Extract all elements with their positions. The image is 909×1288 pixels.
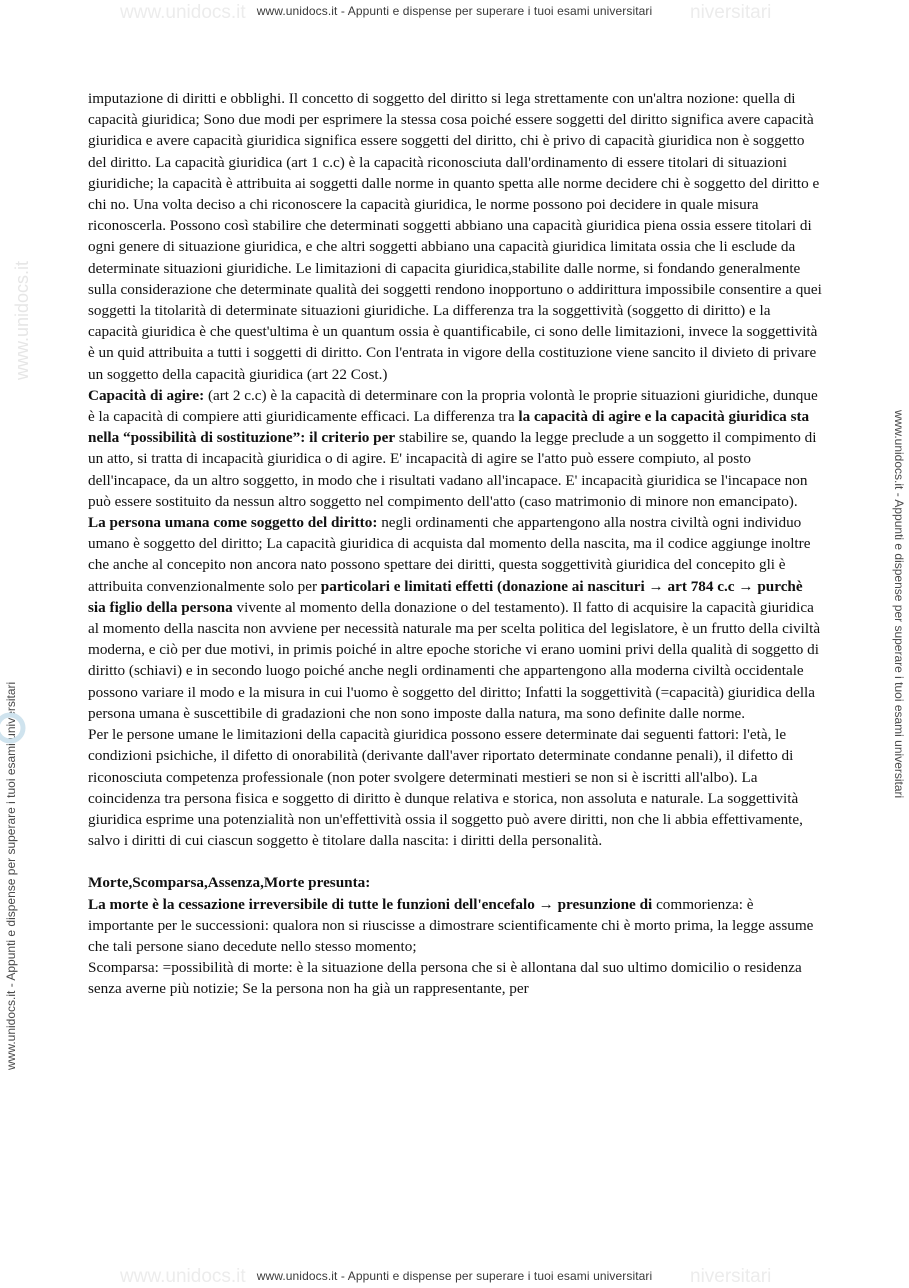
text-span: stabilire se, quando la legge preclude a un soggetto il compimento di un atto, si tratta di incapacità giuridica o di agire. E' incapacità di agire se l'atto può essere compiuto, al posto dell'incapace, da un altro soggetto, in modo che i risultati vadano all'incapace. E' incapacità giuridica se l'incapace non può essere sostituito da nessun altro soggetto nel compimento dell'atto (caso matrimonio di minore non emancipato). <box>88 429 817 510</box>
bold-span: la capacità di agire e la capacità giuridica sta nella “possibilità di sostituzione”: il criterio per <box>88 408 810 447</box>
paragraph-limitazioni: Per le persone umane le limitazioni della capacità giuridica possono essere determinate dai seguenti fattori: l'età, le condizioni psichiche, il difetto di onorabilità (derivante dall'aver riportato determinate condanne penali), il difetto di riconosciuta competenza professionale (non poter svolgere determinati mestieri se non si è iscritti all'albo). La coincidenza tra persona fisica e soggetto di diritto è dunque relativa e storica, non assoluta e naturale. La soggettività giuridica esprime una potenzialità non un'effettività ossia il soggetto può avere diritti, non che li abbia effettivamente, salvo i diritti di cui ciascun soggetto è titolare dalla nascita: i diritti della personalità. <box>88 726 803 850</box>
watermark-ghost-right-bottom: niversitari <box>690 1266 772 1287</box>
watermark-side-ghost: www.unidocs.it <box>12 260 32 380</box>
watermark-left: www.unidocs.it - Appunti e dispense per superare i tuoi esami universitari <box>4 681 18 1070</box>
unidocs-logo-icon <box>0 708 30 748</box>
text-span: negli ordinamenti che appartengono alla nostra civiltà ogni individuo umano è soggetto del diritto; La capacità giuridica di acquista dal momento della nascita, ma il codice aggiunge inoltre che anche al concepito non ancora nato possono spettare dei diritti, questa soggettività giuridica del concepito gli è attribuita convenzionalmente solo per <box>88 514 811 595</box>
watermark-ghost-left-bottom: www.unidocs.it <box>120 1266 246 1287</box>
paragraph-morte <box>88 894 822 958</box>
paragraph-persona-umana <box>88 512 822 724</box>
watermark-bottom: www.unidocs.it - Appunti e dispense per superare i tuoi esami universitari <box>256 1269 653 1283</box>
text-span: vivente al momento della donazione o del testamento). Il fatto di acquisire la capacità giuridica al momento della nascita non avviene per necessità naturale ma per scelta politica del legislatore, è un frutto della civiltà moderna, e ciò per due motivi, in primis poiché in altre epoche storiche vi erano uomini privi della qualità di soggetto di diritto (schiavi) e in secondo luogo poiché anche negli ordinamenti che appartengono alla moderna civiltà occidentale possono variare il modo e la misura in cui l'uomo è soggetto del diritto; Infatti la soggettività (=capacità) giuridica della persona umana è suscettibile di gradazioni che non sono imposte dalla natura, ma sono definite dalle norme. <box>88 598 821 722</box>
bold-span: La morte è la cessazione irreversibile di tutte le funzioni dell'encefalo → presunzione di <box>88 895 653 913</box>
heading-capacita-agire: Capacità di agire: <box>88 386 205 404</box>
bold-span: particolari e limitati effetti (donazione ai nascituri → art 784 c.c → purchè sia figlio della persona <box>88 577 803 616</box>
paragraph-scomparsa: Scomparsa: =possibilità di morte: è la situazione della persona che si è allontana dal suo ultimo domicilio o residenza senza averne più notizie; Se la persona non ha già un rappresentante, per <box>88 959 802 998</box>
watermark-right: www.unidocs.it - Appunti e dispense per superare i tuoi esami universitari <box>892 410 906 799</box>
watermark-top: www.unidocs.it - Appunti e dispense per superare i tuoi esami universitari <box>256 4 653 18</box>
heading-persona-umana: La persona umana come soggetto del diritto: <box>88 514 378 532</box>
watermark-ghost-left: www.unidocs.it <box>120 2 246 23</box>
section-heading <box>88 872 822 893</box>
paragraph-soggetto: imputazione di diritti e obblighi. Il concetto di soggetto del diritto si lega strettamente con un'altra nozione: quella di capacità giuridica; Sono due modi per esprimere la stessa cosa poiché essere soggetti del diritto significa avere capacità giuridica e avere capacità giuridica significa essere soggetti del diritto, chi è privo di capacità giuridica non è soggetto del diritto. La capacità giuridica (art 1 c.c) è la capacità riconosciuta dall'ordinamento di essere titolari di situazioni giuridiche; la capacità è attribuita ai soggetti dalle norme in quanto spetta alle norme decidere chi è soggetto del diritto e chi no. Una volta deciso a chi riconoscere la capacità giuridica, le norme possono poi decidere in quale misura riconoscerla. Possono così stabilire che determinati soggetti abbiano una capacità giuridica piena ossia essere titolari di ogni genere di situazione giuridica, e che altri soggetti abbiano una capacità giuridica limitata ossia che li esclude da determinate situazioni giuridiche. Le limitazioni di capacita giuridica,stabilite dalle norme, si fondando generalmente sulla considerazione che determinate qualità dei soggetti rendono inopportuno o addirittura impossibile consentire a quei soggetti la titolarità di determinate situazioni giuridiche. La differenza tra la soggettività (soggetto di diritto) e la capacità giuridica è che quest'ultima è un quantum ossia è quantificabile, ci sono delle limitazioni, invece la soggettività è un quid attribuita a tutti i soggetti di diritto. Con l'entrata in vigore della costituzione viene sancito il divieto di privare un soggetto della capacità giuridica (art 22 Cost.) <box>88 90 822 383</box>
document-page <box>88 88 822 1000</box>
paragraph-capacita-agire <box>88 385 822 512</box>
text-span: commorienza: è importante per le successioni: qualora non si riuscisse a dimostrare scientificamente chi è morto prima, la legge assume che tali persone siano decedute nello stesso momento; <box>88 895 814 955</box>
watermark-ghost-right: niversitari <box>690 2 772 23</box>
text-span: (art 2 c.c) è la capacità di determinare con la propria volontà le proprie situazioni giuridiche, dunque è la capacità di compiere atti giuridicamente efficaci. La differenza tra <box>88 386 818 426</box>
heading-morte: Morte,Scomparsa,Assenza,Morte presunta: <box>88 874 371 892</box>
